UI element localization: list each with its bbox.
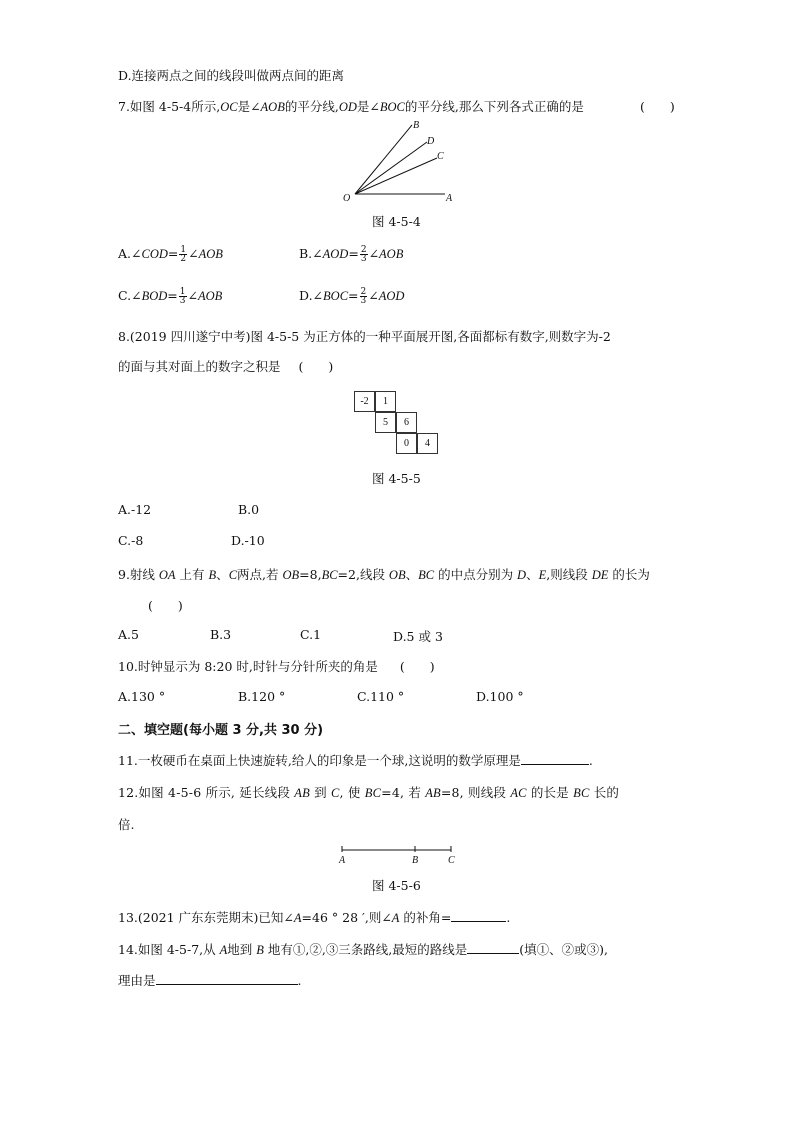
q7-stem-text: 的平分线, <box>284 99 339 114</box>
q7-figure-caption: 图 4-5-4 <box>372 214 421 229</box>
q13-stem <box>118 908 510 926</box>
angle-name: COD <box>141 247 168 261</box>
q12-stem <box>118 783 619 801</box>
q11-stem <box>118 751 593 769</box>
denominator: 3 <box>360 296 367 306</box>
q14-text: 地到 <box>227 942 257 957</box>
q9-var: OA <box>158 568 176 582</box>
q12-var: AB <box>294 786 310 800</box>
q12-figure-caption: 图 4-5-6 <box>372 878 421 893</box>
equals: = <box>167 246 179 261</box>
fraction <box>179 288 187 305</box>
q7-stem <box>118 97 584 115</box>
q9-text: =2,线段 <box>337 567 389 582</box>
q14-text: 地有①,②,③三条路线,最短的路线是 <box>263 942 468 957</box>
option-prefix: B.∠ <box>299 246 323 261</box>
q9-var: C <box>228 568 238 582</box>
q9-var: E <box>538 568 547 582</box>
q7-aob: AOB <box>260 100 285 114</box>
q9-text: 的长为 <box>608 567 650 582</box>
q10-option-d: D.100 ° <box>476 689 524 704</box>
q10-stem-text: 10.时钟显示为 8:20 时,时针与分针所夹的角是 <box>118 659 378 674</box>
q9-var: OB <box>282 568 300 582</box>
q14-answer-blank-2[interactable] <box>156 972 298 985</box>
q9-text: 、 <box>526 567 539 582</box>
q7-oc: OC <box>220 100 238 114</box>
q10-answer-paren: ( ) <box>399 659 435 674</box>
q7-stem-text: 7.如图 4-5-4所示, <box>118 99 221 114</box>
denominator: 2 <box>180 254 187 264</box>
q9-text: 、 <box>405 567 419 582</box>
q12-text: 到 <box>309 785 331 800</box>
q7-od: OD <box>338 100 357 114</box>
q9-var: DE <box>591 568 609 582</box>
denominator: 3 <box>179 296 186 306</box>
q8-stem-line1: 8.(2019 四川遂宁中考)图 4-5-5 为正方体的一种平面展开图,各面都标有数字,则数字为-2 <box>118 329 611 344</box>
q7-boc: BOC <box>379 100 405 114</box>
q12-stem-line2: 倍. <box>118 817 135 832</box>
q10-option-c: C.110 ° <box>357 689 405 704</box>
cube-cell: 5 <box>375 412 396 433</box>
angle-symbol: ∠ <box>368 246 380 261</box>
q8-stem-text: 的面与其对面上的数字之积是 <box>118 359 281 374</box>
label-a: A <box>339 855 346 866</box>
label-b: B <box>412 855 419 866</box>
ray-oc <box>355 158 437 194</box>
q13-var: A <box>391 911 400 925</box>
equals: = <box>348 246 359 261</box>
q7-option-b <box>299 246 403 263</box>
q9-text: 9.射线 <box>118 567 159 582</box>
q11-stem-text: 11.一枚硬币在桌面上快速旋转,给人的印象是一个球,这说明的数学原理是 <box>118 753 521 768</box>
q10-stem <box>118 657 435 675</box>
q12-var: BC <box>573 786 590 800</box>
angle-symbol: ∠ <box>187 288 198 303</box>
angle-symbol: ∠ <box>368 288 379 303</box>
q7-option-c <box>118 288 222 305</box>
q9-var: D <box>517 568 527 582</box>
q12-text: =8, 则线段 <box>440 785 511 800</box>
q8-option-d: D.-10 <box>231 533 265 548</box>
q6-option-d: D.连接两点之间的线段叫做两点间的距离 <box>118 68 345 83</box>
q7-option-a <box>118 246 223 263</box>
angle-name: BOC <box>323 289 349 303</box>
q8-option-b: B.0 <box>238 502 260 517</box>
q11-end: . <box>588 753 593 768</box>
q12-text: 长的 <box>589 785 620 800</box>
q9-option-b: B.3 <box>210 627 232 642</box>
q13-text: =46 ° 28 ′,则∠ <box>301 910 392 925</box>
q14-end: . <box>297 973 302 988</box>
label-c: C <box>437 151 444 162</box>
option-prefix: C.∠ <box>118 288 142 303</box>
angle-name: AOB <box>198 247 223 261</box>
q10-option-a: A.130 ° <box>118 689 166 704</box>
q11-answer-blank[interactable] <box>521 752 589 765</box>
label-o: O <box>343 193 351 204</box>
q7-stem-text: 是∠ <box>237 99 261 114</box>
q7-answer-paren: ( ) <box>640 99 675 114</box>
q14-var: B <box>256 943 264 957</box>
q8-answer-paren: ( ) <box>298 359 334 374</box>
q12-text: , 使 <box>339 785 365 800</box>
cube-cell: -2 <box>354 391 375 412</box>
angle-name: BOD <box>141 289 168 303</box>
q9-text: ,则线段 <box>546 567 592 582</box>
numerator: 1 <box>180 245 187 255</box>
cube-cell: 1 <box>375 391 396 412</box>
section-title-fill-in: 二、填空题(每小题 3 分,共 30 分) <box>118 723 324 738</box>
q13-var: A <box>293 911 302 925</box>
fraction <box>179 246 187 263</box>
equals: = <box>167 288 178 303</box>
q8-option-c: C.-8 <box>118 533 144 548</box>
q9-var: B <box>208 568 217 582</box>
q14-stem-line2 <box>118 971 302 989</box>
q13-end: . <box>506 910 511 925</box>
q7-stem-text: 的平分线,那么下列各式正确的是 <box>404 99 584 114</box>
label-c: C <box>448 855 455 866</box>
cube-cell: 4 <box>417 433 438 454</box>
q9-text: =8, <box>299 567 322 582</box>
q10-option-b: B.120 ° <box>238 689 286 704</box>
equals: = <box>348 288 359 303</box>
q9-option-a: A.5 <box>118 627 139 642</box>
angle-name: AOD <box>378 289 405 303</box>
q14-text: 理由是 <box>118 973 156 988</box>
fraction <box>360 288 368 305</box>
label-a: A <box>446 193 453 204</box>
option-prefix: D.∠ <box>299 288 324 303</box>
q14-text: 14.如图 4-5-7,从 <box>118 942 220 957</box>
q12-var: BC <box>364 786 382 800</box>
q9-text: 、 <box>216 567 229 582</box>
numerator: 2 <box>360 287 367 297</box>
q14-answer-blank-1[interactable] <box>467 941 519 954</box>
q12-var: AB <box>425 786 441 800</box>
q14-var: A <box>219 943 228 957</box>
angle-name: AOB <box>197 289 223 303</box>
numerator: 1 <box>179 287 186 297</box>
q9-option-c: C.1 <box>300 627 322 642</box>
q9-option-d: D.5 或 3 <box>393 629 443 644</box>
q9-text: 上有 <box>175 567 209 582</box>
denominator: 3 <box>360 254 367 264</box>
angle-name: AOD <box>322 247 349 261</box>
q9-text: 两点,若 <box>237 567 283 582</box>
fraction <box>360 246 368 263</box>
numerator: 2 <box>360 245 367 255</box>
q8-option-a: A.-12 <box>118 502 152 517</box>
cube-cell: 0 <box>396 433 417 454</box>
q12-text: 的长是 <box>526 785 574 800</box>
q7-stem-text: 是∠ <box>356 99 380 114</box>
q12-var: C <box>330 786 340 800</box>
q14-text: (填①、②或③), <box>519 942 609 957</box>
q13-answer-blank[interactable] <box>451 909 506 922</box>
q12-text: 12.如图 4-5-6 所示, 延长线段 <box>118 785 295 800</box>
q8-stem-line2 <box>118 357 333 375</box>
q12-segment-figure <box>335 842 460 866</box>
q12-text: =4, 若 <box>381 785 426 800</box>
q7-angle-figure <box>335 115 465 207</box>
q12-var: AC <box>510 786 527 800</box>
q13-text: 的补角= <box>399 910 452 925</box>
q13-text: 13.(2021 广东东莞期末)已知∠ <box>118 910 294 925</box>
q9-text: 的中点分别为 <box>434 567 518 582</box>
q14-stem <box>118 940 608 958</box>
q9-var: BC <box>321 568 338 582</box>
q9-var: BC <box>418 568 435 582</box>
cube-cell: 6 <box>396 412 417 433</box>
label-b: B <box>413 120 420 131</box>
option-prefix: A.∠ <box>118 246 142 261</box>
q9-stem <box>118 565 650 583</box>
q7-option-d <box>299 288 404 305</box>
label-d: D <box>427 136 435 147</box>
q9-var: OB <box>388 568 406 582</box>
angle-name: AOB <box>379 247 404 261</box>
q9-answer-paren: ( ) <box>148 598 183 613</box>
q8-figure-caption: 图 4-5-5 <box>372 471 421 486</box>
angle-symbol: ∠ <box>188 246 199 261</box>
